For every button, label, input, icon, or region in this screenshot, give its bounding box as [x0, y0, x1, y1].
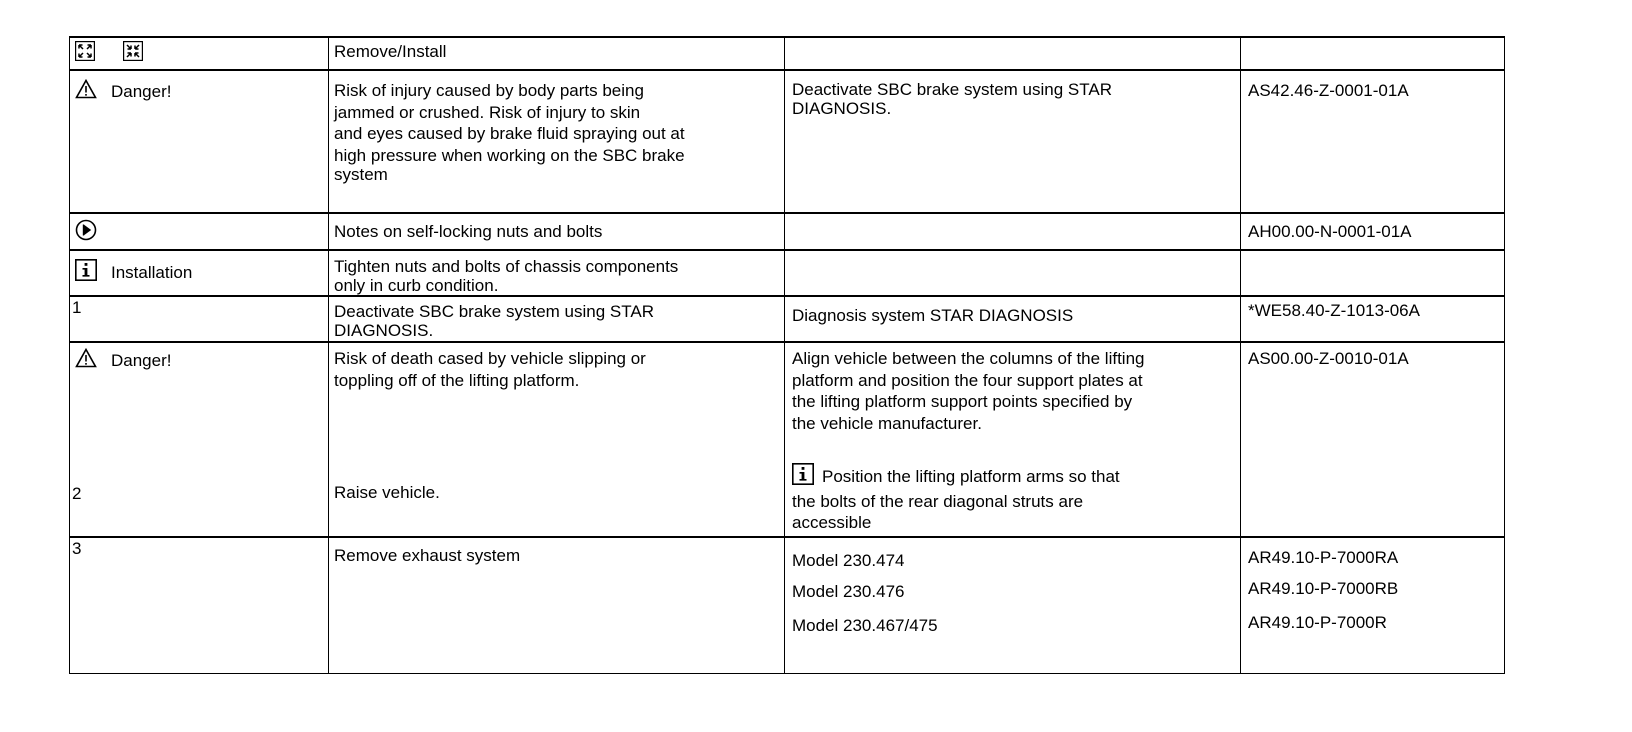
- code-row: AR49.10-P-7000R: [1248, 613, 1387, 632]
- installation-text: Tighten nuts and bolts of chassis components only in curb condition.: [334, 257, 679, 295]
- installation-label: Installation: [75, 259, 325, 286]
- danger-2-action: Align vehicle between the columns of the lifting platform and position the four support plates at the lifting platform support points specified by the vehicle manufacturer.: [792, 349, 1145, 433]
- warning-triangle-icon: [75, 79, 97, 104]
- step-3-text: Remove exhaust system: [334, 546, 521, 565]
- step-3-codes: [1248, 541, 1503, 639]
- table-border-top: [69, 36, 1505, 38]
- notes-code: AH00.00-N-0001-01A: [1248, 222, 1412, 241]
- collapse-arrows-icon: [123, 41, 143, 66]
- step-2-text: Raise vehicle.: [334, 483, 440, 502]
- danger-1-code: AS42.46-Z-0001-01A: [1248, 81, 1409, 100]
- step-1-text: Deactivate SBC brake system using STAR DIAGNOSIS.: [334, 302, 654, 340]
- danger-2-text: Risk of death cased by vehicle slipping or toppling off of the lifting platform.: [334, 349, 646, 390]
- header-icons: [75, 41, 325, 66]
- step-2-note: Position the lifting platform arms so that the bolts of the rear diagonal struts are accessible: [792, 463, 1237, 534]
- column-divider-3: [1240, 36, 1241, 674]
- remove-install-title: Remove/Install: [334, 42, 447, 61]
- code-row: AR49.10-P-7000RB: [1248, 579, 1399, 598]
- procedure-table: [69, 36, 1505, 674]
- row-divider: [69, 249, 1505, 251]
- notes-icon-cell: [75, 219, 325, 246]
- arrow-circle-icon: [75, 219, 97, 246]
- column-divider-2: [784, 36, 785, 674]
- danger-2-label: Danger!: [75, 348, 325, 373]
- code-row: AR49.10-P-7000RA: [1248, 548, 1399, 567]
- expand-arrows-icon: [75, 41, 95, 66]
- info-box-icon: [75, 259, 97, 286]
- row-divider: [69, 212, 1505, 214]
- step-3-number: 3: [72, 539, 82, 558]
- step-1-code: *WE58.40-Z-1013-06A: [1248, 301, 1420, 320]
- step-1-tool: Diagnosis system STAR DIAGNOSIS: [792, 306, 1074, 325]
- step-2-number: 2: [72, 484, 82, 503]
- step-3-models: [792, 544, 1237, 642]
- danger-1-label: Danger!: [75, 79, 325, 104]
- row-divider: [69, 295, 1505, 297]
- info-box-icon: [792, 463, 814, 491]
- danger-2-code: AS00.00-Z-0010-01A: [1248, 349, 1409, 368]
- model-row: Model 230.476: [792, 582, 905, 601]
- model-row: Model 230.467/475: [792, 616, 938, 635]
- warning-triangle-icon: [75, 348, 97, 373]
- model-row: Model 230.474: [792, 551, 905, 570]
- column-divider-1: [328, 36, 329, 674]
- danger-1-text: Risk of injury caused by body parts being jammed or crushed. Risk of injury to skin and eyes caused by brake fluid spraying out at high pressure when working on the SBC brake system: [334, 81, 685, 184]
- table-border-right: [1504, 36, 1505, 674]
- notes-text: Notes on self-locking nuts and bolts: [334, 222, 603, 241]
- step-1-number: 1: [72, 298, 82, 317]
- table-border-bottom: [69, 673, 1505, 674]
- row-divider: [69, 536, 1505, 538]
- table-border-left: [69, 36, 70, 674]
- row-divider: [69, 69, 1505, 71]
- danger-1-action: Deactivate SBC brake system using STAR DIAGNOSIS.: [792, 80, 1112, 118]
- row-divider: [69, 341, 1505, 343]
